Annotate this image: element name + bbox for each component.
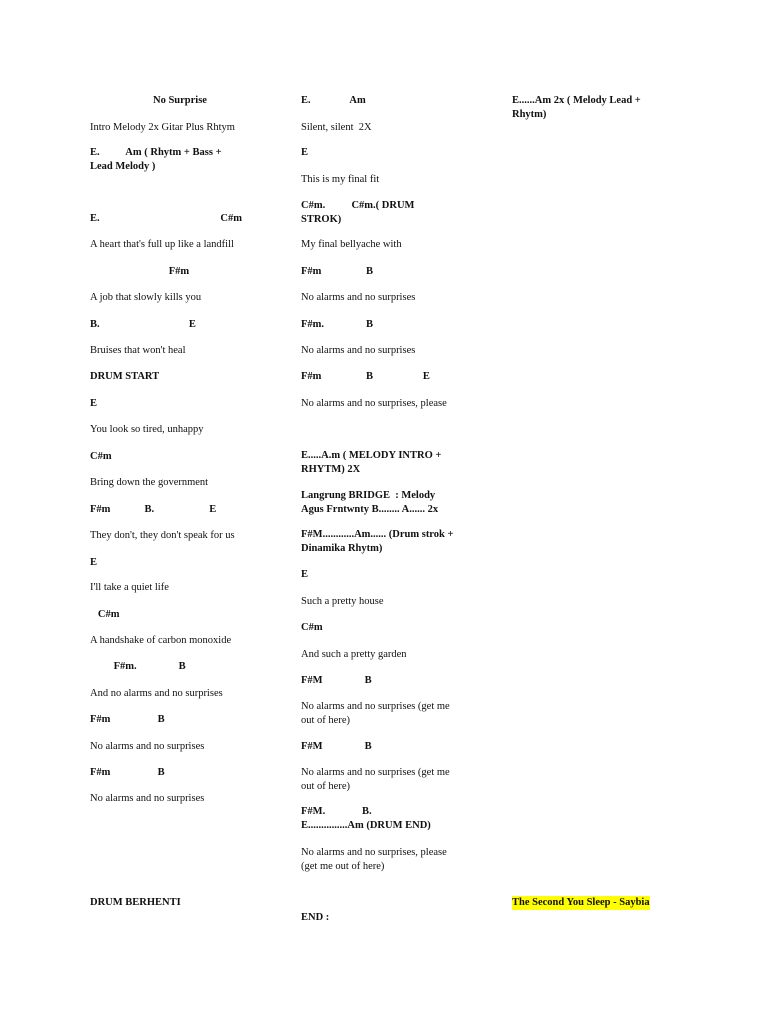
chord-line: No Surprise [90, 95, 207, 106]
lyric-line: Such a pretty house [301, 596, 384, 607]
chord-line: F#m B [90, 767, 165, 778]
highlighted-song-title [512, 896, 682, 910]
chord-line: E [90, 398, 98, 409]
chord-line: E. Am [301, 95, 366, 106]
chord-line: F#M B [301, 675, 372, 686]
chord-line: E......Am 2x ( Melody Lead + Rhytm) [512, 95, 641, 120]
chord-line: E [301, 569, 309, 580]
lyric-line: No alarms and no surprises, please (get me out of here) [301, 847, 447, 872]
chord-line: C#m [301, 622, 323, 633]
lyric-line: And such a pretty garden [301, 649, 407, 660]
lyric-line: A handshake of carbon monoxide [90, 635, 232, 646]
lyric-line: A job that slowly kills you [90, 292, 202, 303]
chord-line: Langrung BRIDGE : Melody Agus Frntwnty B........ A...... 2x [301, 490, 439, 515]
chord-line: E. C#m [90, 213, 242, 224]
chord-line: C#m [90, 609, 120, 620]
lyric-line: No alarms and no surprises, please [301, 398, 447, 409]
chord-line: B. E [90, 319, 196, 330]
lyric-line: No alarms and no surprises (get me out of here) [301, 701, 450, 726]
chord-line: F#m [90, 266, 190, 277]
lyric-line: No alarms and no surprises [301, 292, 416, 303]
lyric-line: I'll take a quiet life [90, 582, 169, 593]
lyric-line: Bring down the government [90, 477, 209, 488]
chord-line: E [90, 557, 98, 568]
chord-line: F#m. B [301, 319, 374, 330]
chord-line: DRUM START [90, 371, 160, 382]
chord-line: E [301, 147, 309, 158]
lyric-line: A heart that's full up like a landfill [90, 239, 234, 250]
lyric-line: Intro Melody 2x Gitar Plus Rhtym [90, 122, 235, 133]
chord-line: F#m B. E [90, 504, 217, 515]
chord-line: F#m. B [90, 661, 186, 672]
chord-line: F#m B [301, 266, 374, 277]
chord-line: C#m [90, 451, 112, 462]
lyric-line: They don't, they don't speak for us [90, 530, 235, 541]
lyric-line: You look so tired, unhappy [90, 424, 204, 435]
chord-line: E.....A.m ( MELODY INTRO + RHYTM) 2X [301, 450, 442, 475]
lyric-line: No alarms and no surprises [90, 793, 205, 804]
highlight-text: The Second You Sleep - Saybia [512, 897, 650, 908]
lyric-line: This is my final fit [301, 174, 380, 185]
lyric-line: No alarms and no surprises [301, 345, 416, 356]
lyric-line: Silent, silent 2X [301, 122, 372, 133]
lyric-line: Bruises that won't heal [90, 345, 186, 356]
lyric-line: No alarms and no surprises [90, 741, 205, 752]
chord-line: F#m B [90, 714, 165, 725]
lyric-line: My final bellyache with [301, 239, 402, 250]
chord-line: C#m. C#m.( DRUM STROK) [301, 200, 415, 225]
chord-line: E. Am ( Rhytm + Bass + Lead Melody ) [90, 147, 222, 172]
chord-line: END : [301, 912, 330, 923]
chord-line: DRUM BERHENTI [90, 897, 181, 908]
chord-line: F#M B [301, 741, 372, 752]
lyric-line: And no alarms and no surprises [90, 688, 223, 699]
chord-line: F#m B E [301, 371, 430, 382]
chord-line: F#M............Am...... (Drum strok + Dinamika Rhytm) [301, 529, 454, 554]
lyric-line: No alarms and no surprises (get me out of here) [301, 767, 450, 792]
chord-line: F#M. B. E...............Am (DRUM END) [301, 806, 431, 831]
